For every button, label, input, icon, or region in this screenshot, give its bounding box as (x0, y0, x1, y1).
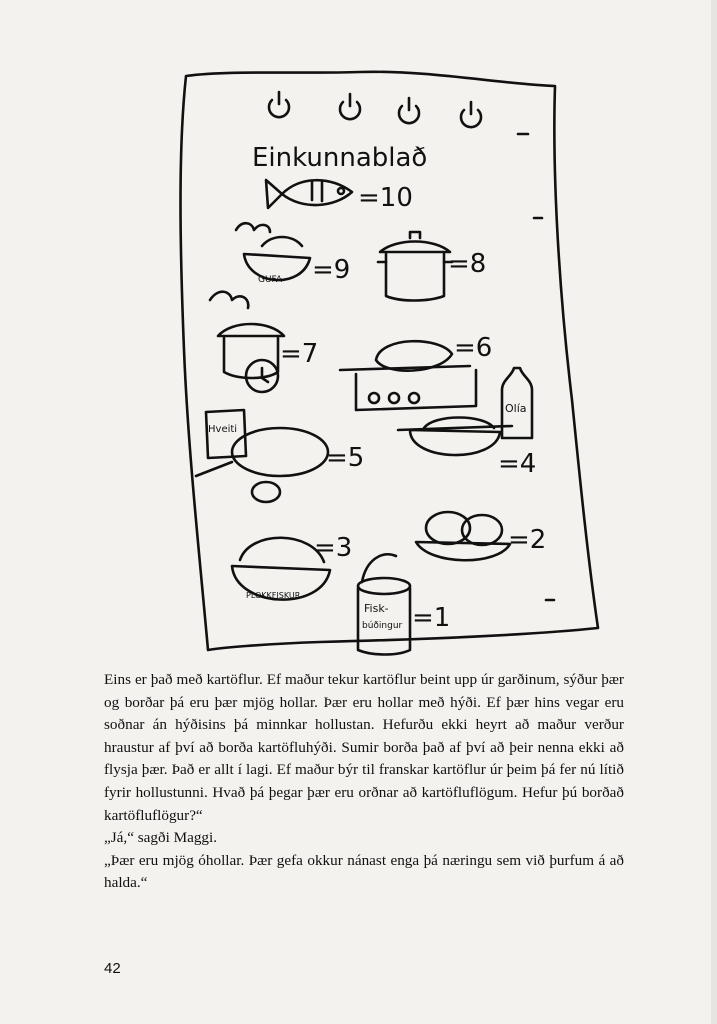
grade-4: =4 (498, 449, 537, 479)
grade-6: =6 (454, 333, 493, 363)
grade-5: =5 (326, 443, 365, 473)
grade-1: =1 (412, 603, 451, 633)
stew-pot-icon (398, 418, 512, 456)
paragraph-3: „Þær eru mjög óhollar. Þær gefa okkur nánast enga þá næringu sem við þurfum á að halda.“ (104, 851, 624, 892)
label-hveiti: Hveiti (208, 424, 238, 435)
grade-3: =3 (314, 533, 353, 563)
grade-10: =10 (358, 183, 413, 213)
pot-icon (378, 232, 452, 301)
grade-8: =8 (448, 249, 487, 279)
label-olia: Olía (505, 402, 527, 415)
label-fisk: Fisk- (364, 602, 389, 615)
label-budingur: búðingur (362, 621, 403, 631)
paragraph-1: Eins er það með kartöflur. Ef maður tekur kartöflur beint upp úr garðinum, sýður þær og borðar þá eru þær mjög hollar. Þær eru hollar með hýði. Ef þær hins vegar eru soðnar án hýðisins þá minnkar hollustan. Hefurðu ekki heyrt að maður verður hraustur af því að borða kartöfluhýði. Sumir borða það af því að þeir nenna ekki að flysja þær. Það er allt í lagi. Ef maður býr til franskar kartöflur úr þeim þá fer nú lítið fyrir hollustunni. Hvað þá þegar þær eru orðnar að kartöfluflögum. Hefur þú borðað kartöfluflögur?“ (104, 671, 624, 824)
paragraph-2: „Já,“ sagði Maggi. (104, 829, 218, 847)
grade-9: =9 (312, 255, 351, 285)
body-text (104, 669, 624, 895)
pressure-cooker-icon (210, 292, 284, 392)
fish-icon (266, 180, 352, 208)
page-number: 42 (104, 960, 121, 977)
frying-pan-icon (196, 428, 328, 502)
grade-7: =7 (280, 339, 319, 369)
label-plokkfiskur: PLOKKFISKUR (246, 591, 301, 600)
label-gufa: GUFA (258, 275, 283, 285)
grade-2: =2 (508, 525, 547, 555)
bread-plate-icon (416, 512, 510, 560)
steamed-bowl-icon (236, 223, 310, 280)
binder-rings-icon (269, 92, 481, 127)
sheet-title: Einkunnablað (252, 143, 428, 173)
